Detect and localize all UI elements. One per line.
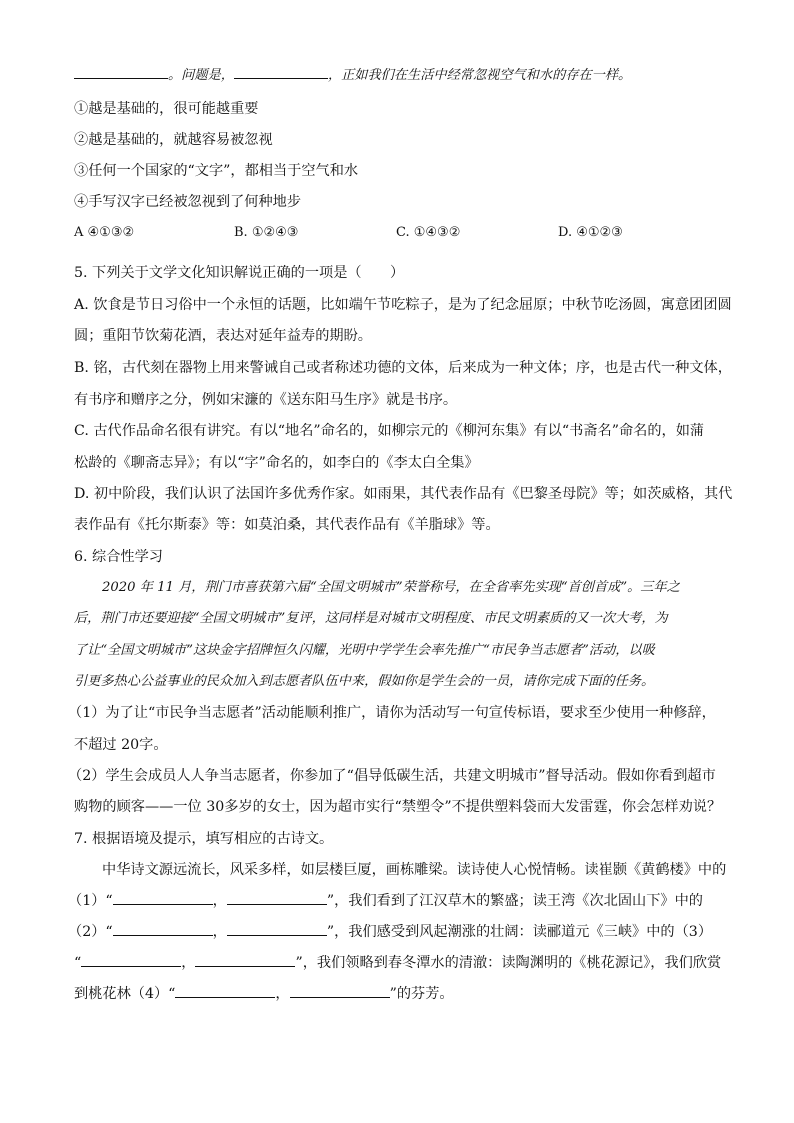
answer-blank[interactable] <box>290 985 390 998</box>
q7-blank-line3: “ ， ”，我们领略到春冬潭水的清澈：读陶渊明的《桃花源记》，我们欣赏 <box>74 955 722 971</box>
option-b[interactable]: B. ①②④③ <box>234 225 299 240</box>
q6-sub2-line1: （2）学生会成员人人争当志愿者，你参加了“倡导低碳生活，共建文明城市”督导活动。假如你看到超市 <box>68 768 716 784</box>
q7-intro: 中华诗文源远流长，风采多样，如层楼巨厦，画栋雕梁。读诗使人心悦情畅。读崔颢《黄鹤楼》中的 <box>102 862 727 878</box>
q6-sub1-line2: 不超过 20字。 <box>74 737 168 753</box>
answer-blank[interactable] <box>113 923 213 936</box>
q6-heading: 6. 综合性学习 <box>74 549 163 565</box>
answer-blank[interactable] <box>74 66 168 79</box>
q6-passage-line1: 2020 年 11 月，荆门市喜获第六届“全国文明城市”荣誉称号，在全省率先实现“首创首成”。三年之 <box>102 580 680 595</box>
answer-blank[interactable] <box>81 954 181 967</box>
q7-blank-line1: （1）“ ， ”，我们看到了江汉草木的繁盛；读王湾《次北固山下》中的 <box>68 893 703 909</box>
q4-item-3: ③任何一个国家的“文字”，都相当于空气和水 <box>74 163 359 179</box>
answer-blank[interactable] <box>113 892 213 905</box>
q6-sub1-line1: （1）为了让“市民争当志愿者”活动能顺利推广，请你为活动写一句宣传标语，要求至少使用一种修辞， <box>68 705 716 721</box>
q5-option-b-line1: B. 铭，古代刻在器物上用来警诫自己或者称述功德的文体，后来成为一种文体；序，也是古代一种文体， <box>74 360 732 376</box>
q4-item-1: ①越是基础的，很可能越重要 <box>74 101 259 117</box>
q7-blank-line2: （2）“ ， ”，我们感受到风起潮涨的壮阔：读郦道元《三峡》中的（3） <box>68 924 713 940</box>
q5-stem: 5. 下列关于文学文化知识解说正确的一项是（ ） <box>74 265 405 281</box>
option-c[interactable]: C. ①④③② <box>396 225 461 240</box>
q6-sub2-line2: 购物的顾客——一位 30多岁的女士，因为超市实行“禁塑令”不提供塑料袋而大发雷霆，你会怎样劝说？ <box>74 799 722 815</box>
q5-option-d-line2: 表作品有《托尔斯泰》等：如莫泊桑，其代表作品有《羊脂球》等。 <box>74 517 500 533</box>
q4-passage-end: 。问题是， ，正如我们在生活中经常忽视空气和水的存在一样。 <box>74 66 631 85</box>
answer-blank[interactable] <box>175 985 275 998</box>
q5-option-a-line2: 圆；重阳节饮菊花酒，表达对延年益寿的期盼。 <box>74 328 372 344</box>
option-a[interactable]: A ④①③② <box>74 225 135 240</box>
q5-option-b-line2: 有书序和赠序之分，例如宋濂的《送东阳马生序》就是书序。 <box>74 392 458 408</box>
answer-blank[interactable] <box>234 66 328 79</box>
q6-passage-line2: 后，荆门市还要迎接“全国文明城市”复评，这同样是对城市文明程度、市民文明素质的又一次大考，为 <box>74 611 668 626</box>
answer-blank[interactable] <box>227 892 327 905</box>
q5-option-c-line1: C. 古代作品命名很有讲究。有以“地名”命名的，如柳宗元的《柳河东集》有以“书斋名”命名的，如蒲 <box>74 423 705 439</box>
option-d[interactable]: D. ④①②③ <box>558 225 623 240</box>
q5-option-a-line1: A. 饮食是节日习俗中一个永恒的话题，比如端午节吃粽子，是为了纪念屈原；中秋节吃汤圆，寓意团团圆 <box>74 297 732 313</box>
answer-blank[interactable] <box>227 923 327 936</box>
q5-option-c-line2: 松龄的《聊斋志异》；有以“字”命名的，如李白的《李太白全集》 <box>74 455 479 471</box>
q4-options <box>74 224 714 242</box>
q4-item-4: ④手写汉字已经被忽视到了何种地步 <box>74 194 302 210</box>
q6-passage-line4: 引更多热心公益事业的民众加入到志愿者队伍中来，假如你是学生会的一员，请你完成下面的任务。 <box>74 674 655 689</box>
q6-passage-line3: 了让“全国文明城市”这块金字招牌恒久闪耀，光明中学学生会率先推广“市民争当志愿者”活动，以吸 <box>74 643 655 658</box>
q4-item-2: ②越是基础的，就越容易被忽视 <box>74 132 273 148</box>
q5-option-d-line1: D. 初中阶段，我们认识了法国许多优秀作家。如雨果，其代表作品有《巴黎圣母院》等；如茨威格，其代 <box>74 486 733 502</box>
answer-blank[interactable] <box>195 954 295 967</box>
q7-stem: 7. 根据语境及提示，填写相应的古诗文。 <box>74 831 334 847</box>
q7-blank-line4: 到桃花林（4）“ ， ”的芬芳。 <box>74 986 454 1002</box>
